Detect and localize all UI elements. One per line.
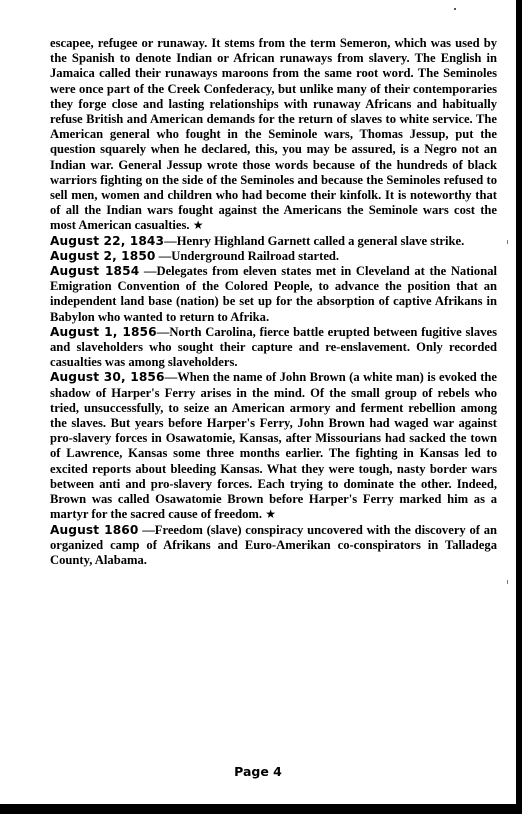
page-number: Page 4 [234, 764, 282, 779]
entry-text: —Freedom (slave) conspiracy uncovered with the discovery of an organized camp of Afrikans and Euro-Amerikan co-conspirators in Talladega County, Alabama. [50, 522, 497, 567]
entry-text: —Henry Highland Garnett called a general slave strike. [164, 233, 465, 248]
star-icon: ★ [192, 218, 204, 233]
entry-date: August 1860 [50, 522, 139, 537]
entry-date: August 2, 1850 [50, 248, 156, 263]
scan-speck [454, 8, 456, 10]
entry-date: August 30, 1856 [50, 370, 165, 385]
entry-august-1-1856 [50, 325, 497, 371]
entry-august-22-1843 [50, 234, 497, 249]
star-icon: ★ [265, 507, 276, 522]
entry-text: —When the name of John Brown (a white man) is evoked the shadow of Harper's Ferry arises in the mind. Of the small group of rebels who tried, unsuccessfully, to seize an American armory and ferment rebellion among the slaves. But years before Harper's Ferry, John Brown had waged war against pro-slavery forces in Osawatomie, Kansas, after Missourians had sacked the town of Lawrence, Kansas some three months earlier. The fighting in Kansas led to excited reports about bleeding Kansas. What they were tough, nasty border wars between anti and pro-slavery forces. Each trying to dominate the other. Indeed, Brown was called Osawatomie Brown before Harper's Ferry marked him as a martyr for the sacred cause of freedom. [50, 370, 497, 522]
scan-speck [507, 580, 508, 584]
entry-august-1860 [50, 523, 497, 569]
entry-text: escapee, refugee or runaway. It stems from the term Semeron, which was used by the Spanish to denote Indian or African runaways from slavery. The English in Jamaica called their runaways maroons from the same root word. The Seminoles were once part of the Creek Confederacy, but unlike many of their contemporaries they forge close and lasting relationships with runaway Africans and habitually refuse British and American demands for the return of slaves to white service. The American general who fought in the Seminole wars, Thomas Jessup, put the question squarely when he declared, this, you may be assured, is a Negro not an Indian war. General Jessup wrote those words because of the hundreds of black warriors fighting on the side of the Seminoles and because the Seminoles refused to sell men, women and children who had become their kinfolk. It is noteworthy that of all the Indian wars fought against the Americans the Seminole wars cost the most American casualties. [50, 36, 497, 233]
entry-text: —North Carolina, fierce battle erupted between fugitive slaves and slaveholders who sought their capture and re-enslavement. Only recorded casualties was among slaveholders. [50, 324, 497, 370]
entry-august-2-1850 [50, 249, 497, 264]
entry-date: August 22, 1843 [50, 233, 165, 248]
entry-date: August 1854 [50, 264, 140, 279]
entry-date: August 1, 1856 [50, 324, 157, 339]
entry-august-1854 [50, 264, 497, 325]
body-text [50, 36, 497, 568]
entry-august-30-1856 [50, 370, 497, 522]
entry-text: —Underground Railroad started. [155, 248, 340, 263]
entry-text: —Delegates from eleven states met in Cleveland at the National Emigration Convention of the Colored People, to advance the position that an independent land base (nation) be set up for the absorption of captive Afrikans in Babylon who wanted to return to Afrika. [50, 264, 498, 324]
scan-speck [507, 240, 508, 244]
entry-seminole-continuation [50, 36, 497, 234]
